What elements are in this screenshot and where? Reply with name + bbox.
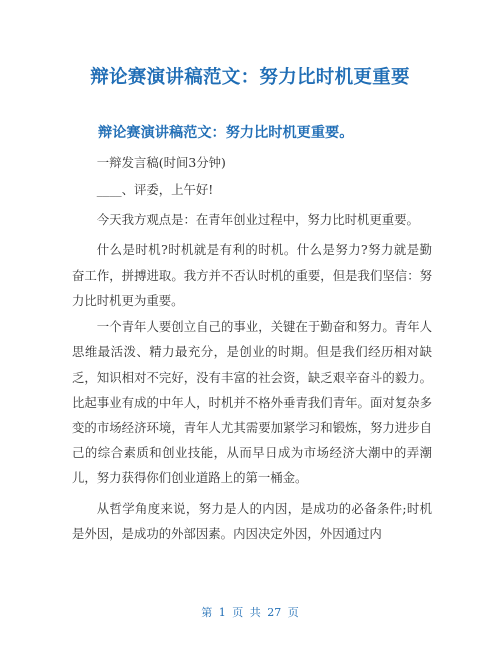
paragraph-definitions: 什么是时机?时机就是有利的时机。什么是努力?努力就是勤奋工作，拼搏进取。我方并不否认时机的重要，但是我们坚信：努力比时机更为重要。 xyxy=(72,242,432,308)
paragraph-youth-effort: 一个青年人要创立自己的事业，关键在于勤奋和努力。青年人思维最活泼、精力最充分，是创业的时期。但是我们经历相对缺乏，知识相对不完好，没有丰富的社会资，缺乏艰辛奋斗的毅力。比起事业有成的中年人，时机并不格外垂青我们青年。面对复杂多变的市场经济环境，青年人尤其需要加紧学习和锻炼，努力进步自己的综合素质和创业技能，从而早日成为市场经济大潮中的弄潮儿，努力获得你们创业道路上的第一桶金。 xyxy=(72,319,432,486)
paragraph-speech-label: 一辩发言稿(时间3分钟) xyxy=(96,155,226,171)
page-title: 辩论赛演讲稿范文：努力比时机更重要 xyxy=(90,67,410,88)
section-heading: 辩论赛演讲稿范文：努力比时机更重要。 xyxy=(98,125,354,141)
page-number-footer: 第 1 页 共 27 页 xyxy=(201,606,299,619)
document-body xyxy=(72,149,432,546)
paragraph-thesis: 今天我方观点是：在青年创业过程中，努力比时机更重要。 xyxy=(96,211,419,227)
paragraph-philosophy: 从哲学角度来说，努力是人的内因，是成功的必备条件;时机是外因，是成功的外部因素。内因决定外因，外因通过内 xyxy=(72,500,432,541)
paragraph-greeting: ____、评委，上午好! xyxy=(96,181,214,197)
